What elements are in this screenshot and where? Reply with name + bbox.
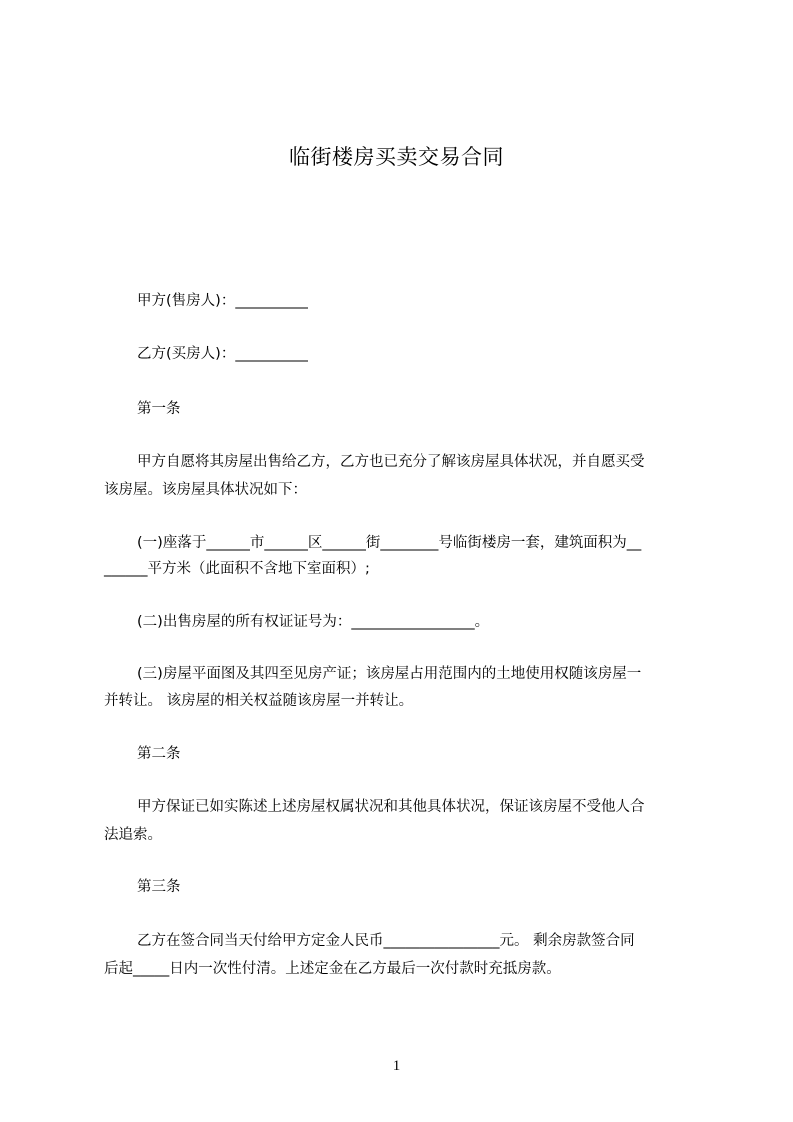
document-title: 临街楼房买卖交易合同 [289, 145, 504, 169]
party-b-line: 乙方(买房人)：__________ [137, 346, 308, 362]
article-3-paragraph-line-2: 后起_____日内一次性付清。上述定金在乙方最后一次付款时充抵房款。 [104, 961, 561, 977]
article-2-paragraph-line-1: 甲方保证已如实陈述上述房屋权属状况和其他具体状况，保证该房屋不受他人合 [137, 799, 645, 815]
page-number: 1 [392, 1058, 401, 1074]
item-2-line-1: (二)出售房屋的所有权证证号为：_________________。 [137, 614, 490, 630]
article-2-heading: 第二条 [137, 746, 181, 762]
party-a-line: 甲方(售房人)：__________ [137, 293, 308, 309]
item-1-line-2: ______平方米（此面积不含地下室面积）; [104, 561, 370, 577]
item-3-line-2: 并转让。 该房屋的相关权益随该房屋一并转让。 [104, 693, 414, 709]
article-1-paragraph-line-2: 该房屋。该房屋具体状况如下： [104, 482, 307, 498]
article-1-paragraph-line-1: 甲方自愿将其房屋出售给乙方，乙方也已充分了解该房屋具体状况，并自愿买受 [137, 454, 645, 470]
article-3-heading: 第三条 [137, 879, 181, 895]
article-2-paragraph-line-2: 法追索。 [104, 827, 162, 843]
article-1-heading: 第一条 [137, 401, 181, 417]
item-1-line-1: (一)座落于______市______区______街________号临街楼房一套，建筑面积为__ [137, 535, 642, 551]
article-3-paragraph-line-1: 乙方在签合同当天付给甲方定金人民币________________元。 剩余房款签合同 [137, 933, 635, 949]
item-3-line-1: (三)房屋平面图及其四至见房产证；该房屋占用范围内的土地使用权随该房屋一 [137, 666, 642, 682]
